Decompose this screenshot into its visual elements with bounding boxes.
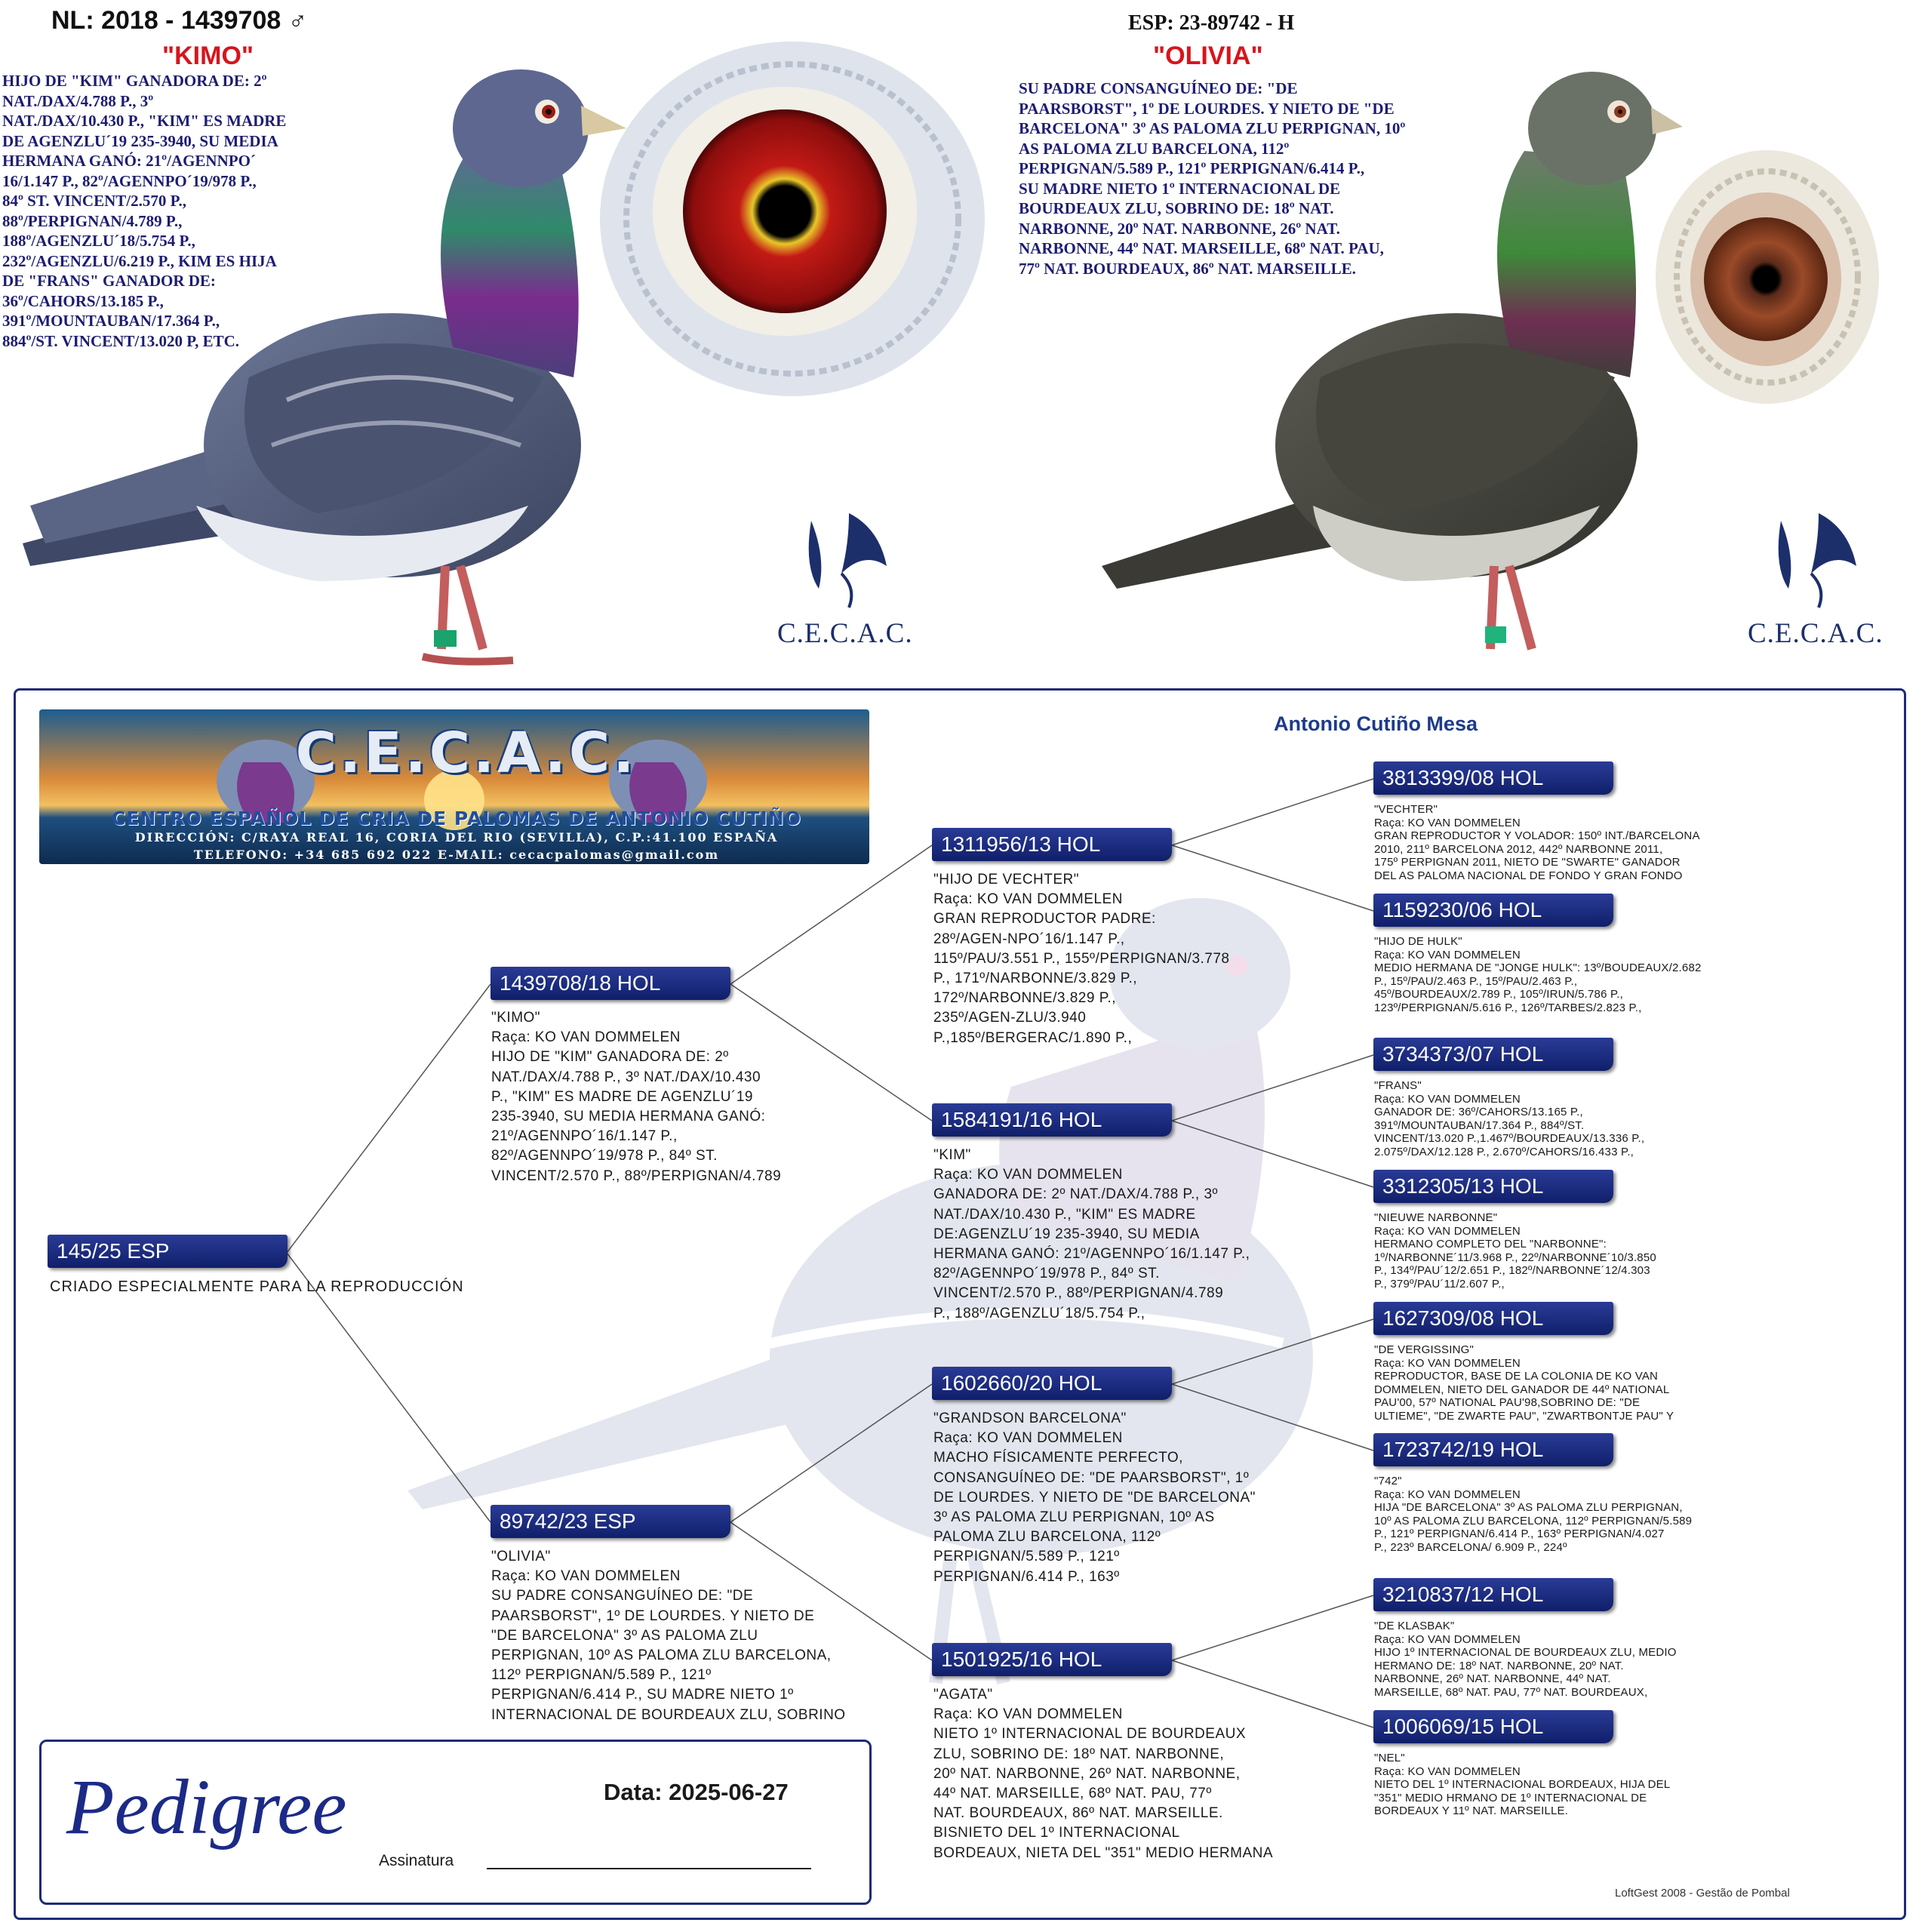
ss-ring-box: 1311956/13 HOL [932,828,1172,861]
dam-cecac-logo-text: C.E.C.A.C. [1748,618,1884,649]
gg-ring-box: 1159230/06 HOL [1373,894,1613,927]
gg-ring-box: 3312305/13 HOL [1373,1170,1613,1203]
gg-info: "HIJO DE HULK" Raça: KO VAN DOMMELEN MEDIO HERMANA DE "JONGE HULK": 13º/BOUDEAUX/2.682 P., 15º/PAU/2.463 P., 15º/PAU/2.463 P., 45º/BOURDEAUX/2.789 P., 105º/IRUN/5.786 P., 123º/PERPIGNAN/5.616 P., 126º/TARBES/2.823 P., [1374,935,1702,1014]
sire-cecac-logo-text: C.E.C.A.C. [777,618,913,649]
sd-ring-box: 1584191/16 HOL [932,1103,1172,1137]
gg-info: "NEL" Raça: KO VAN DOMMELEN NIETO DEL 1º INTERNACIONAL BORDEAUX, HIJA DEL "351" MEDIO HRMANO DE 1º INTERNACIONAL DE BORDEAUX Y 11º NAT. MARSEILLE. [1374,1752,1671,1818]
ds-info: "GRANDSON BARCELONA" Raça: KO VAN DOMMELEN MACHO FÍSICAMENTE PERFECTO, CONSANGUÍNEO DE: "DE PAARSBORST", 1º DE LOURDES. Y NIETO DE "DE BARCELONA" 3º AS PALOMA ZLU PERPIGNAN, 10º AS PALOMA ZLU BARCELONA, 112º PERPIGNAN/5.589 P., 121º PERPIGNAN/6.414 P., 163º [933,1411,1256,1585]
gg-info: "742" Raça: KO VAN DOMMELEN HIJA "DE BARCELONA" 3º AS PALOMA ZLU PERPIGNAN, 10º AS PALOMA ZLU BARCELONA, 112º PERPIGNAN/5.589 P., 121º PERPIGNAN/6.414 P., 163º PERPIGNAN/4.027 P., 223º BARCELONA/ 6.909 P., 224º [1374,1475,1693,1554]
sire-name-header: "KIMO" [162,42,254,70]
banner-title: C.E.C.A.C. [295,721,638,786]
banner-contact: TELEFONO: +34 685 692 022 E-MAIL: cecacpalomas@gmail.com [193,848,720,862]
dam-ring-box: 89742/23 ESP [490,1505,730,1538]
dd-ring-box: 1501925/16 HOL [932,1643,1172,1676]
sire-ring-header: NL: 2018 - 1439708 ♂ [51,6,308,35]
gg-ring-box: 3210837/12 HOL [1373,1578,1613,1611]
sire-description: HIJO DE "KIM" GANADORA DE: 2º NAT./DAX/4.788 P., 3º NAT./DAX/10.430 P., "KIM" ES MADRE DE AGENZLU´19 235-3940, SU MEDIA HERMANA GANÓ: 21º/AGENNPO´ 16/1.147 P., 82º/AGENNPO´19/978 P., 84º ST. VINCENT/2.570 P., 88º/PERPIGNAN/4.789 P., 188º/AGENZLU´18/5.754 P., 232º/AGENZLU/6.219 P., KIM ES HIJA DE "FRANS" GANADOR DE: 36º/CAHORS/13.185 P., 391º/MOUNTAUBAN/17.364 P., 884º/ST. VINCENT/13.020 P, ETC. [2,72,287,350]
software-footer: LoftGest 2008 - Gestão de Pombal [1615,1887,1790,1900]
dam-info: "OLIVIA" Raça: KO VAN DOMMELEN SU PADRE CONSANGUÍNEO DE: "DE PAARSBORST", 1º DE LOURDES. Y NIETO DE "DE BARCELONA" 3º AS PALOMA ZLU PERPIGNAN, 10º AS PALOMA ZLU BARCELONA, 112º PERPIGNAN/5.589 P., 121º PERPIGNAN/6.414 P., SU MADRE NIETO 1º INTERNACIONAL DE BOURDEAUX ZLU, SOBRINO [491,1549,846,1723]
signature-label: Assinatura [379,1852,454,1869]
gg-info: "NIEUWE NARBONNE" Raça: KO VAN DOMMELEN HERMANO COMPLETO DEL "NARBONNE": 1º/NARBONNE´11/3.968 P., 22º/NARBONNE´10/3.850 P., 134º/PAU´12/2.651 P., 182º/NARBONNE´12/4.303 P., 379º/PAU´11/2.607 P., [1374,1211,1656,1291]
pedigree-script-title: Pedigree [66,1764,347,1850]
dam-name-header: "OLIVIA" [1153,42,1263,70]
sd-info: "KIM" Raça: KO VAN DOMMELEN GANADORA DE: 2º NAT./DAX/4.788 P., 3º NAT./DAX/10.430 P., "KIM" ES MADRE DE:AGENZLU´19 235-3940, SU MEDIA HERMANA GANÓ: 21º/AGENNPO´16/1.147 P., 82º/AGENNPO´19/978 P., 84º ST. VINCENT/2.570 P., 88º/PERPIGNAN/4.789 P., 188º/AGENZLU´18/5.754 P., [933,1147,1250,1321]
dd-info: "AGATA" Raça: KO VAN DOMMELEN NIETO 1º INTERNACIONAL DE BOURDEAUX ZLU, SOBRINO DE: 18º NAT. NARBONNE, 20º NAT. NARBONNE, 26º NAT. NARBONNE, 44º NAT. MARSEILLE, 68º NAT. PAU, 77º NAT. BOURDEAUX, 86º NAT. MARSEILLE. BISNIETO DEL 1º INTERNACIONAL BORDEAUX, NIETA DEL "351" MEDIO HERMANA [933,1687,1274,1861]
gg-info: "FRANS" Raça: KO VAN DOMMELEN GANADOR DE: 36º/CAHORS/13.165 P., 391º/MOUNTAUBAN/17.364 P., 884º/ST. VINCENT/13.020 P.,1.467º/BOURDEAUX/13.336 P., 2.075º/DAX/12.128 P., 2.670º/CAHORS/16.433 P., [1374,1079,1645,1158]
gg-ring-box: 1723742/19 HOL [1373,1433,1613,1466]
ss-info: "HIJO DE VECHTER" Raça: KO VAN DOMMELEN GRAN REPRODUCTOR PADRE: 28º/AGEN-NPO´16/1.147 P., 115º/PAU/3.551 P., 155º/PERPIGNAN/3.778 P., 171º/NARBONNE/3.829 P., 172º/NARBONNE/3.829 P., 235º/AGEN-ZLU/3.940 P.,185º/BERGERAC/1.890 P., [933,872,1230,1046]
dam-ring-header: ESP: 23-89742 - H [1128,11,1295,35]
ds-ring-box: 1602660/20 HOL [932,1367,1172,1400]
gg-info: "VECHTER" Raça: KO VAN DOMMELEN GRAN REPRODUCTOR Y VOLADOR: 150º INT./BARCELONA 2010, 211º BARCELONA 2012, 442º NARBONNE 2011, 175º PERPIGNAN 2011, NIETO DE "SWARTE" GANADOR DEL AS PALOMA NACIONAL DE FONDO Y GRAN FONDO [1374,803,1700,882]
banner-subtitle: CENTRO ESPAÑOL DE CRIA DE PALOMAS DE ANTONIO CUTIÑO [112,808,801,829]
dam-description: SU PADRE CONSANGUÍNEO DE: "DE PAARSBORST", 1º DE LOURDES. Y NIETO DE "DE BARCELONA" 3º AS PALOMA ZLU PERPIGNAN, 10º AS PALOMA ZLU BARCELONA, 112º PERPIGNAN/5.589 P., 121º PERPIGNAN/6.414 P., SU MADRE NIETO 1º INTERNACIONAL DE BOURDEAUX ZLU, SOBRINO DE: 18º NAT. NARBONNE, 20º NAT. NARBONNE, 26º NAT. NARBONNE, 44º NAT. MARSEILLE, 68º NAT. PAU, 77º NAT. BOURDEAUX, 86º NAT. MARSEILLE. [1019,79,1406,278]
pedigree-date: Data: 2025-06-27 [604,1779,789,1805]
gg-ring-box: 1006069/15 HOL [1373,1710,1613,1743]
subject-ring-box: 145/25 ESP [48,1235,288,1268]
banner-address: DIRECCIÓN: C/RAYA REAL 16, CORIA DEL RIO (SEVILLA), C.P.:41.100 ESPAÑA [134,830,779,844]
gg-ring-box: 1627309/08 HOL [1373,1302,1613,1335]
gg-ring-box: 3734373/07 HOL [1373,1038,1613,1071]
subject-info: CRIADO ESPECIALMENTE PARA LA REPRODUCCIÓN [50,1278,464,1295]
gg-info: "DE VERGISSING" Raça: KO VAN DOMMELEN REPRODUCTOR, BASE DE LA COLONIA DE KO VAN DOMMELEN, NIETO DEL GANADOR DE 44º NATIONAL PAU'00, 57º NATIONAL PAU'98,SOBRINO DE: "DE ULTIEME", "DE ZWARTE PAU", "ZWARTBONTJE PAU" Y [1374,1343,1674,1423]
gg-info: "DE KLASBAK" Raça: KO VAN DOMMELEN HIJO 1º INTERNACIONAL DE BOURDEAUX ZLU, MEDIO HERMANO DE: 18º NAT. NARBONNE, 20º NAT. NARBONNE, 26º NAT. NARBONNE, 44º NAT. MARSEILLE, 68º NAT. PAU, 77º NAT. BOURDEAUX, [1374,1620,1677,1699]
sire-ring-box: 1439708/18 HOL [490,967,730,1000]
gg-ring-box: 3813399/08 HOL [1373,761,1613,795]
owner-name: Antonio Cutiño Mesa [1274,712,1478,735]
signature-line[interactable] [487,1868,811,1869]
sire-info: "KIMO" Raça: KO VAN DOMMELEN HIJO DE "KIM" GANADORA DE: 2º NAT./DAX/4.788 P., 3º NAT./DAX/10.430 P., "KIM" ES MADRE DE AGENZLU´19 235-3940, SU MEDIA HERMANA GANÓ: 21º/AGENNPO´16/1.147 P., 82º/AGENNPO´19/978 P., 84º ST. VINCENT/2.570 P., 88º/PERPIGNAN/4.789 [491,1010,782,1184]
